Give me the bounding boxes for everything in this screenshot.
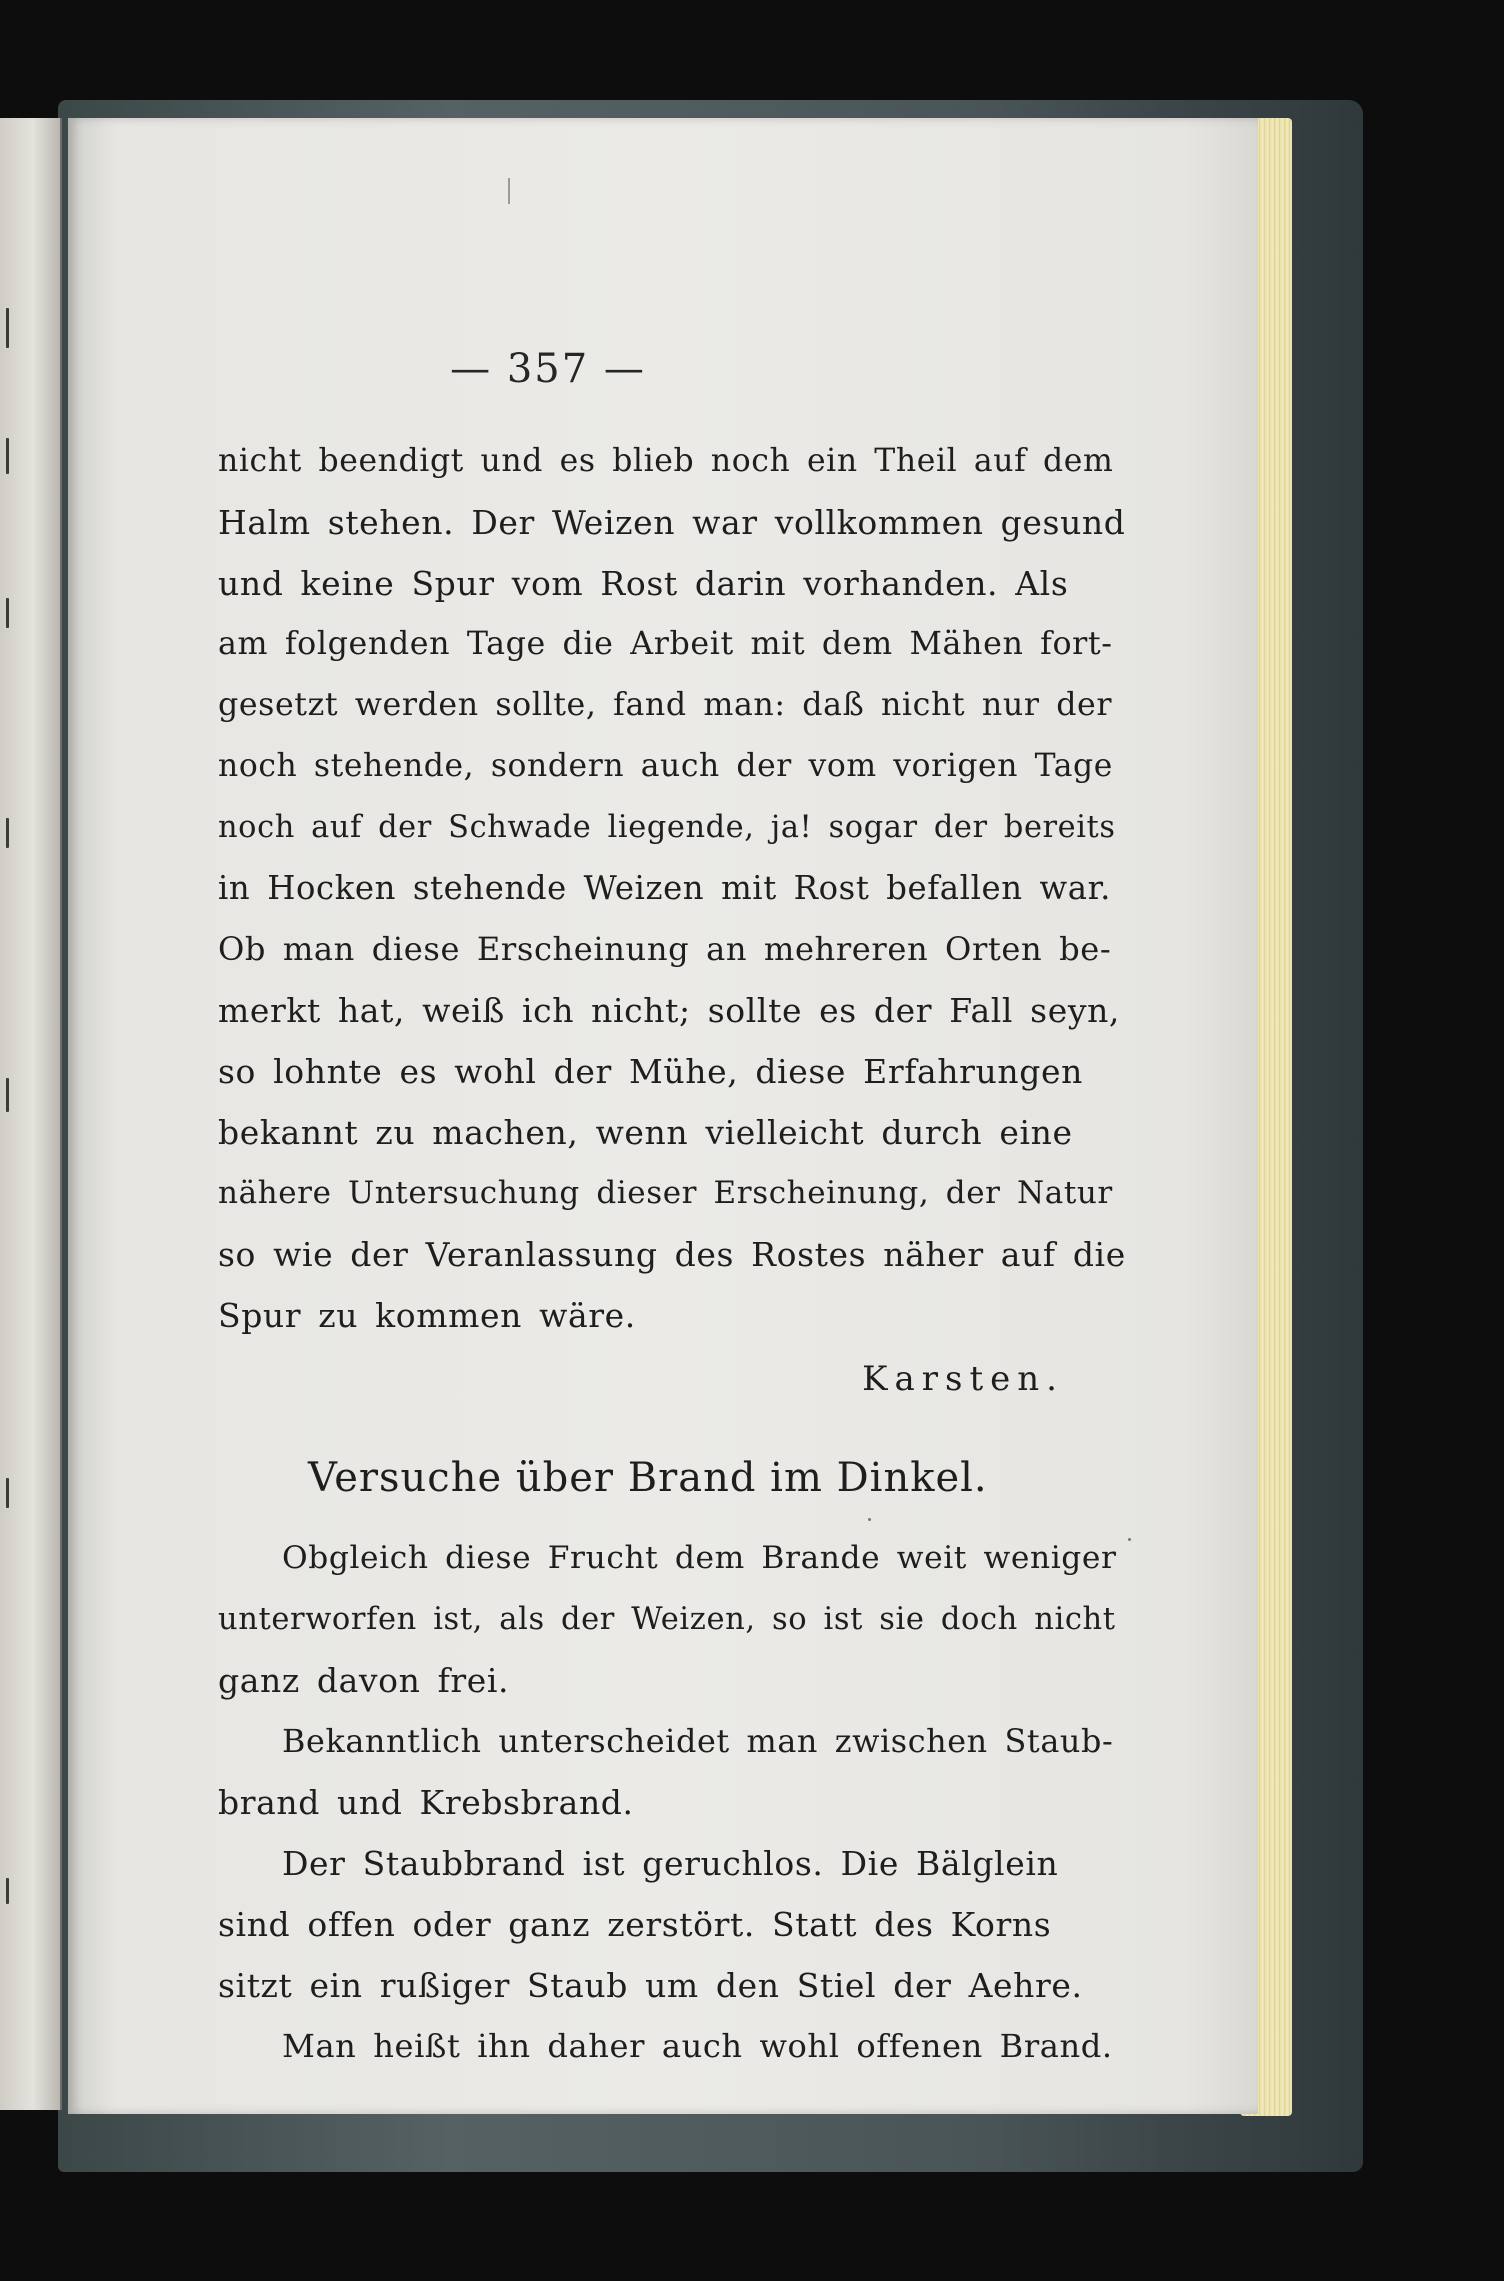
text-line: Der Staubbrand ist geruchlos. Die Bälglein bbox=[282, 1844, 1059, 1883]
text-line: sitzt ein rußiger Staub um den Stiel der Aehre. bbox=[218, 1966, 1083, 2005]
text-line: noch stehende, sondern auch der vom vorigen Tage bbox=[218, 748, 1113, 784]
text-line: noch auf der Schwade liegende, ja! sogar der bereits bbox=[218, 810, 1116, 845]
facing-page-text-fragment bbox=[6, 1478, 9, 1508]
text-line: nähere Untersuchung dieser Erscheinung, der Natur bbox=[218, 1175, 1113, 1211]
facing-page-edge bbox=[0, 118, 62, 2110]
text-line: nicht beendigt und es blieb noch ein Theil auf dem bbox=[218, 443, 1114, 479]
text-line: Obgleich diese Frucht dem Brande weit weniger bbox=[282, 1540, 1117, 1576]
section-heading: Versuche über Brand im Dinkel. bbox=[308, 1455, 988, 1501]
text-line: Spur zu kommen wäre. bbox=[218, 1296, 636, 1335]
text-line: in Hocken stehende Weizen mit Rost befallen war. bbox=[218, 869, 1111, 907]
text-line: Ob man diese Erscheinung an mehreren Orten be- bbox=[218, 930, 1112, 968]
text-line: so lohnte es wohl der Mühe, diese Erfahrungen bbox=[218, 1052, 1083, 1091]
text-line: ganz davon frei. bbox=[218, 1661, 510, 1700]
text-line: sind offen oder ganz zerstört. Statt des Korns bbox=[218, 1905, 1052, 1944]
text-line: merkt hat, weiß ich nicht; sollte es der Fall seyn, bbox=[218, 991, 1121, 1030]
text-line: gesetzt werden sollte, fand man: daß nicht nur der bbox=[218, 687, 1113, 723]
text-line: brand und Krebsbrand. bbox=[218, 1783, 634, 1822]
facing-page-text-fragment bbox=[6, 598, 9, 628]
page-number: — 357 — bbox=[450, 346, 646, 392]
text-line: so wie der Veranlassung des Rostes näher auf die bbox=[218, 1235, 1126, 1274]
text-line: Bekanntlich unterscheidet man zwischen Staub- bbox=[282, 1722, 1114, 1760]
text-line: unterworfen ist, als der Weizen, so ist sie doch nicht bbox=[218, 1602, 1116, 1637]
author-signature: Karsten. bbox=[862, 1359, 1064, 1399]
facing-page-text-fragment bbox=[6, 1078, 9, 1112]
paper-mark bbox=[508, 178, 510, 204]
facing-page-text-fragment bbox=[6, 308, 9, 348]
paper-speck bbox=[1128, 1538, 1131, 1541]
facing-page-text-fragment bbox=[6, 438, 9, 474]
text-line: Man heißt ihn daher auch wohl offenen Brand. bbox=[282, 2027, 1113, 2065]
facing-page-text-fragment bbox=[6, 1878, 9, 1904]
book-page bbox=[68, 118, 1258, 2114]
text-lines bbox=[218, 431, 1128, 2077]
text-line: und keine Spur vom Rost darin vorhanden. Als bbox=[218, 564, 1069, 603]
text-line: Halm stehen. Der Weizen war vollkommen gesund bbox=[218, 503, 1126, 542]
text-line: am folgenden Tage die Arbeit mit dem Mähen fort- bbox=[218, 626, 1113, 662]
facing-page-text-fragment bbox=[6, 818, 9, 848]
text-line: bekannt zu machen, wenn vielleicht durch eine bbox=[218, 1113, 1073, 1152]
